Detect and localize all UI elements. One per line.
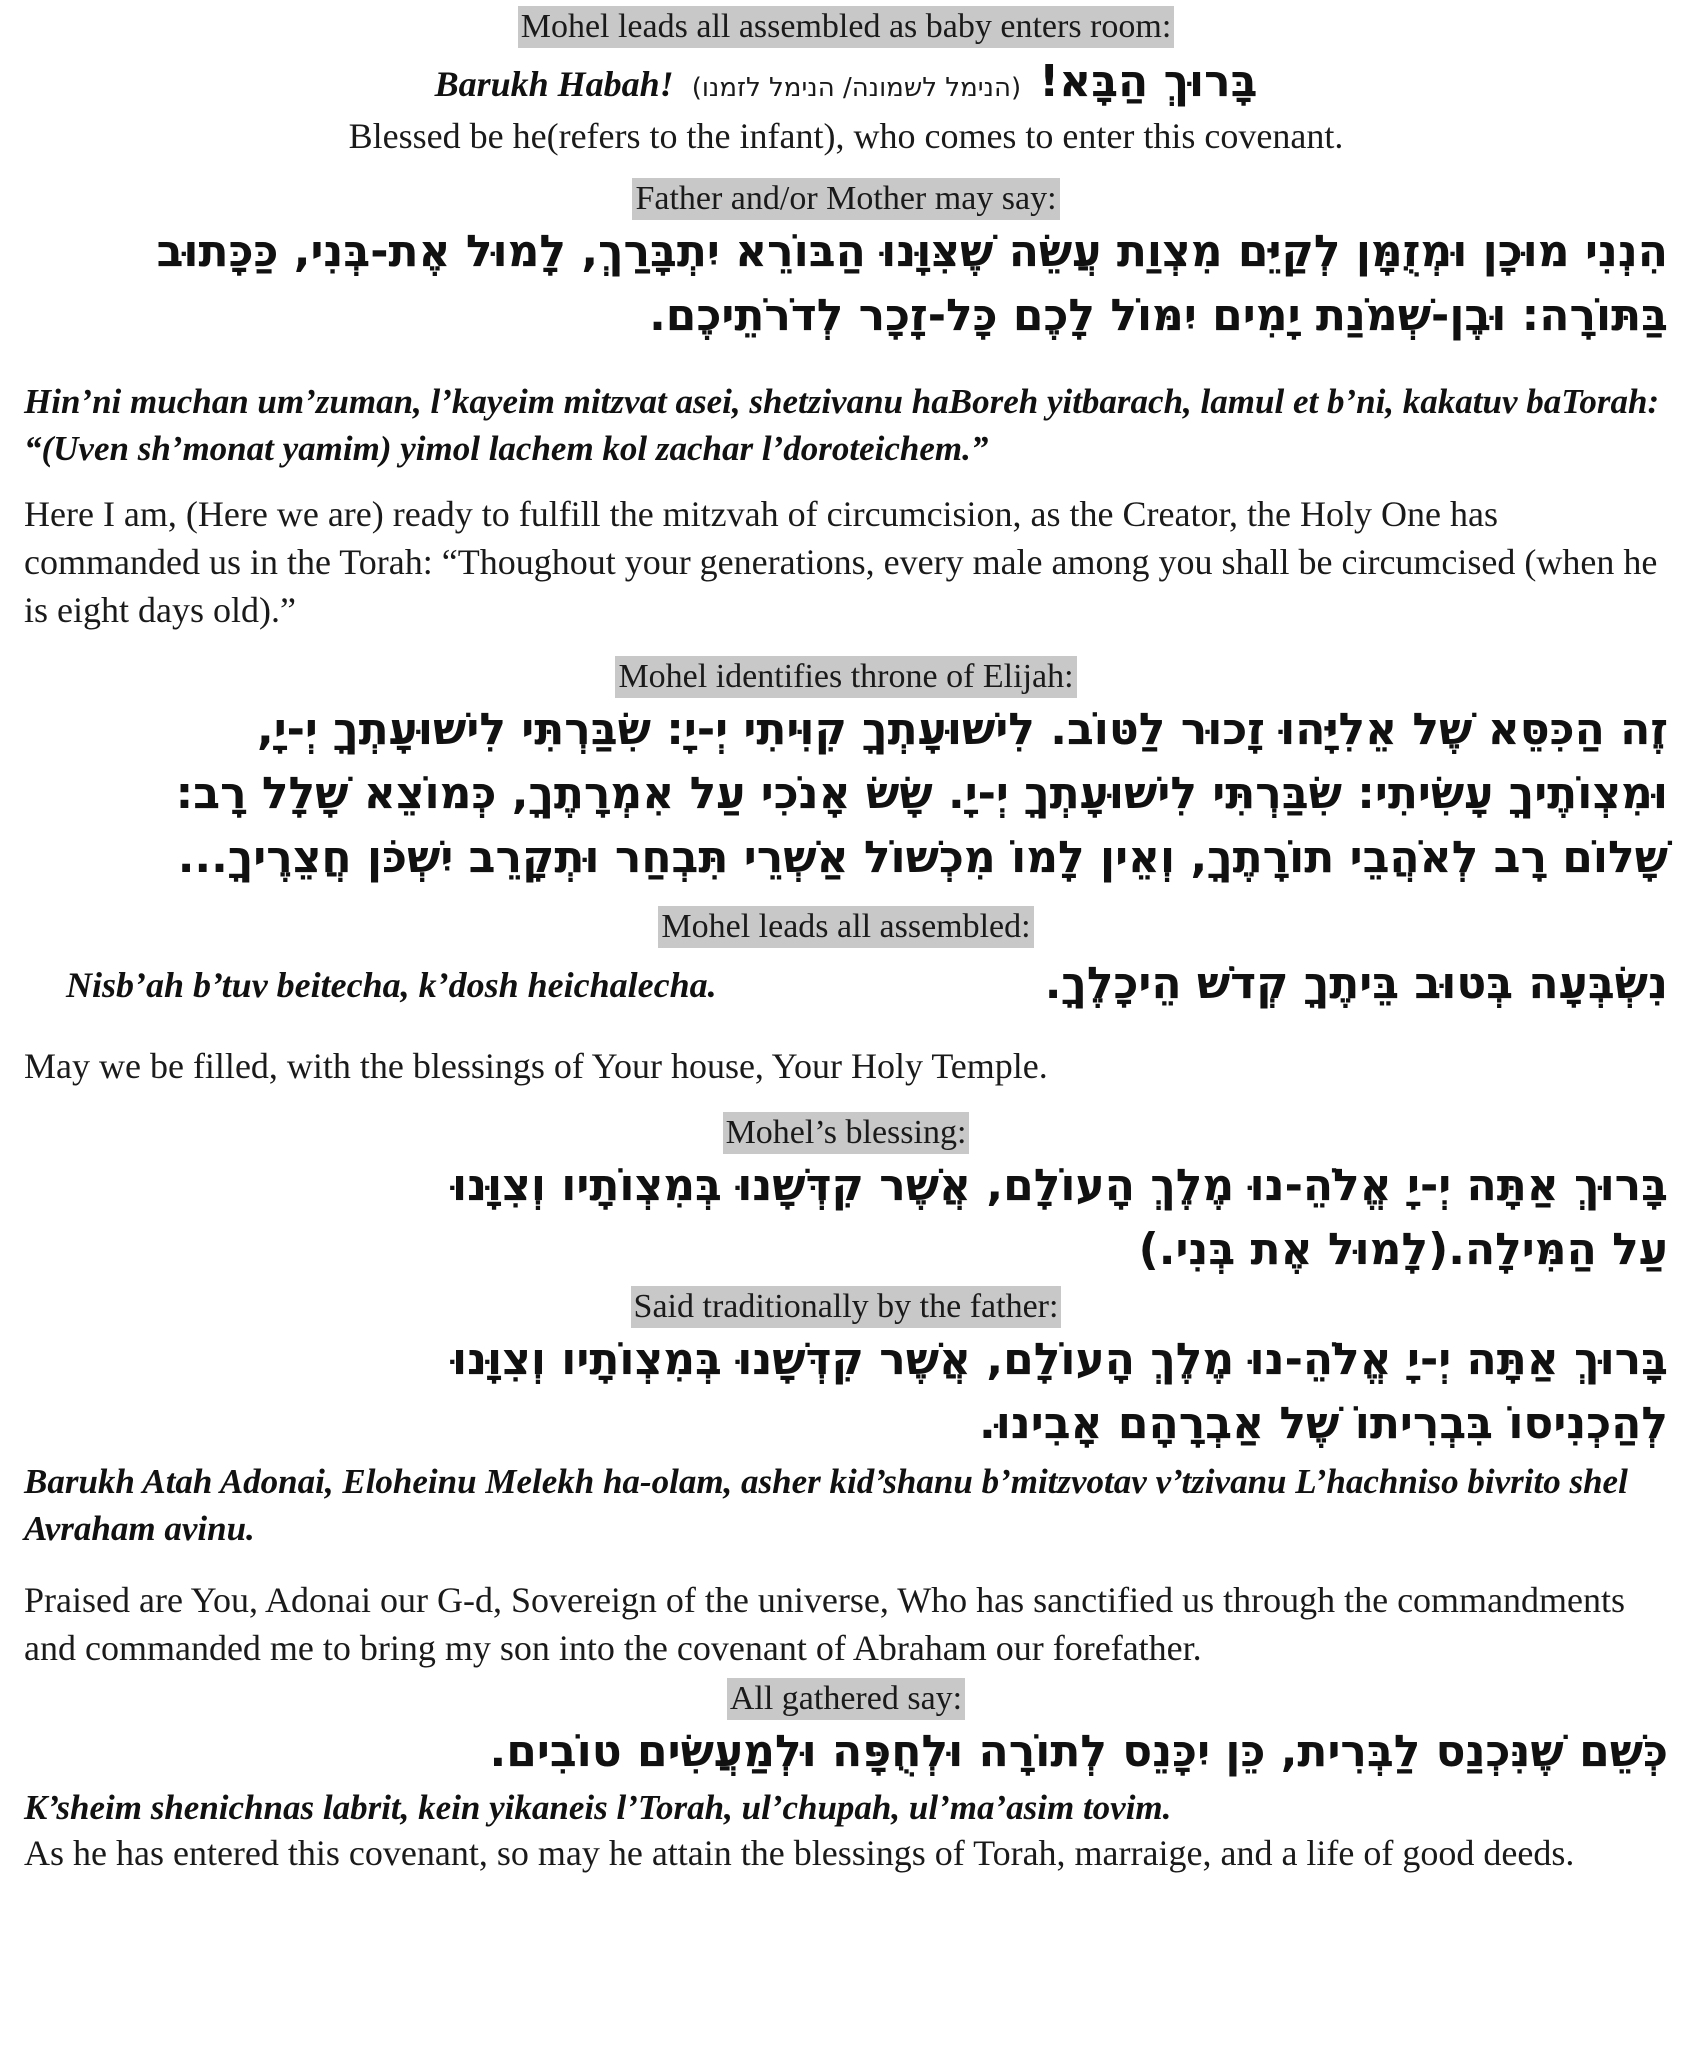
mohel-blessing-hebrew bbox=[24, 1154, 1668, 1282]
parents-hebrew-line: בַּתּוֹרָה: וּבֶן-שְׁמֹנַת יָמִים יִמּוֹל לָכֶם כָּל-זָכָר לְדֹרֹתֵיכֶם. bbox=[649, 290, 1668, 341]
father-blessing-transliteration: Barukh Atah Adonai, Eloheinu Melekh ha-olam, asher kid’shanu b’mitzvotav v’tzivanu L’hachniso bivrito shel Avraham avinu. bbox=[24, 1462, 1628, 1548]
elijah-hebrew-passage bbox=[24, 698, 1668, 890]
father-blessing-hebrew-line: בָּרוּךְ אַתָּה יְ-יָ אֱלֹהֵ-נוּ מֶלֶךְ הָעוֹלָם, אֲשֶׁר קִדְּשָׁנוּ בְּמִצְוֹתָיו וְצִוָּנוּ bbox=[451, 1334, 1668, 1385]
elijah-instruction-label: Mohel identifies throne of Elijah: bbox=[615, 656, 1076, 698]
mohel-blessing-section bbox=[24, 1112, 1668, 1154]
mohel-blessing-hebrew-line: עַל הַמִּילָה.(לָמוּל אֶת בְּנִי.) bbox=[1138, 1224, 1668, 1275]
assembled-instruction-label: Mohel leads all assembled: bbox=[658, 906, 1033, 948]
father-blessing-translation: Praised are You, Adonai our G-d, Sovereign of the universe, Who has sanctified us through the commandments and commanded me to bring my son into the covenant of Abraham our forefather. bbox=[24, 1580, 1626, 1668]
entry-translation: Blessed be he(refers to the infant), who comes to enter this covenant. bbox=[348, 116, 1344, 156]
gathered-hebrew bbox=[24, 1720, 1668, 1784]
parents-section bbox=[24, 178, 1668, 220]
parents-transliteration: Hin’ni muchan um’zuman, l’kayeim mitzvat asei, shetzivanu haBoreh yitbarach, lamul et b’ni, kakatuv baTorah: “(Uven sh’monat yamim) yimol lachem kol zachar l’doroteichem.” bbox=[24, 382, 1660, 468]
entry-greeting-line bbox=[24, 56, 1668, 108]
father-blessing-section bbox=[24, 1286, 1668, 1328]
father-blessing-hebrew-line: לְהַכְנִיסוֹ בִּבְרִיתוֹ שֶׁל אַבְרָהָם אָבִינוּ. bbox=[978, 1398, 1668, 1449]
parents-instruction-label: Father and/or Mother may say: bbox=[632, 178, 1059, 220]
elijah-hebrew-line: וּמִצְוֹתֶיךָ עָשִׂיתִי: שִׂבַּרְתִּי לִישׁוּעָתְךָ יְ-יָ. שָׂשׂ אָנֹכִי עַל אִמְרָתֶךָ, כְּמוֹצֵא שָׁלָל רָב: bbox=[175, 768, 1668, 819]
parents-hebrew-line: הִנְנִי מוּכָן וּמְזֻמָּן לְקַיֵּם מִצְוַת עֲשֵׂה שֶׁצִּוָּנוּ הַבּוֹרֵא יִתְבָּרַךְ, לָמוּל אֶת-בְּנִי, כַּכָּתוּב bbox=[156, 226, 1668, 277]
entry-instruction-label: Mohel leads all assembled as baby enters room: bbox=[518, 6, 1175, 48]
father-blessing-label: Said traditionally by the father: bbox=[631, 1286, 1062, 1328]
entry-transliteration: Barukh Habah! bbox=[434, 64, 674, 104]
entry-section bbox=[24, 6, 1668, 48]
assembled-hebrew: נִשְׂבְּעָה בְּטוּב בֵּיתֶךָ קְדֹשׁ הֵיכָלֶךָ. bbox=[1044, 958, 1668, 1009]
elijah-hebrew-line: שָׁלוֹם רָב לְאֹהֲבֵי תוֹרָתֶךָ, וְאֵין לָמוֹ מִכְשׁוֹל אַשְׁרֵי תִּבְחַר וּתְקָרֵב יִשְׁכֹּן חֲצֵרֶיךָ... bbox=[177, 832, 1668, 883]
mohel-blessing-hebrew-line: בָּרוּךְ אַתָּה יְ-יָ אֱלֹהֵ-נוּ מֶלֶךְ הָעוֹלָם, אֲשֶׁר קִדְּשָׁנוּ בְּמִצְוֹתָיו וְצִוָּנוּ bbox=[451, 1160, 1668, 1211]
elijah-section bbox=[24, 656, 1668, 698]
gathered-transliteration: K’sheim shenichnas labrit, kein yikaneis l’Torah, ul’chupah, ul’ma’asim tovim. bbox=[24, 1788, 1172, 1827]
assembled-translation: May we be filled, with the blessings of Your house, Your Holy Temple. bbox=[24, 1046, 1048, 1086]
gathered-translation: As he has entered this covenant, so may he attain the blessings of Torah, marraige, and a life of good deeds. bbox=[24, 1833, 1575, 1873]
brit-milah-liturgy-page bbox=[24, 6, 1668, 1875]
assembled-response-line bbox=[24, 952, 1668, 1016]
gathered-hebrew-line: כְּשֵׁם שֶׁנִּכְנַס לַבְּרִית, כֵּן יִכָּנֵס לְתוֹרָה וּלְחֻפָּה וּלְמַעֲשִׂים טוֹבִים. bbox=[489, 1726, 1668, 1777]
entry-hebrew-note: (הנימל לשמונה/ הנימל לזמנו) bbox=[691, 73, 1022, 103]
assembled-transliteration: Nisb’ah b’tuv beitecha, k’dosh heichalecha. bbox=[66, 965, 717, 1005]
gathered-section bbox=[24, 1678, 1668, 1720]
entry-hebrew: בָּרוּךְ הַבָּא! bbox=[1039, 56, 1258, 107]
parents-hebrew-declaration bbox=[24, 220, 1668, 348]
elijah-hebrew-line: זֶה הַכִּסֵּא שֶׁל אֵלִיָּהוּ זָכוּר לַטּוֹב. לִישׁוּעָתְךָ קִוִּיתִי יְ-יָ: שִׂבַּרְתִּי לִישׁוּעָתְךָ יְ-יָ, bbox=[257, 704, 1668, 755]
gathered-instruction-label: All gathered say: bbox=[727, 1678, 965, 1720]
father-blessing-hebrew bbox=[24, 1328, 1668, 1456]
mohel-blessing-label: Mohel’s blessing: bbox=[723, 1112, 970, 1154]
assembled-section bbox=[24, 906, 1668, 948]
parents-translation: Here I am, (Here we are) ready to fulfill the mitzvah of circumcision, as the Creator, the Holy One has commanded us in the Torah: “Thoughout your generations, every male among you shall be circumcised (when he is eight days old).” bbox=[24, 494, 1658, 630]
